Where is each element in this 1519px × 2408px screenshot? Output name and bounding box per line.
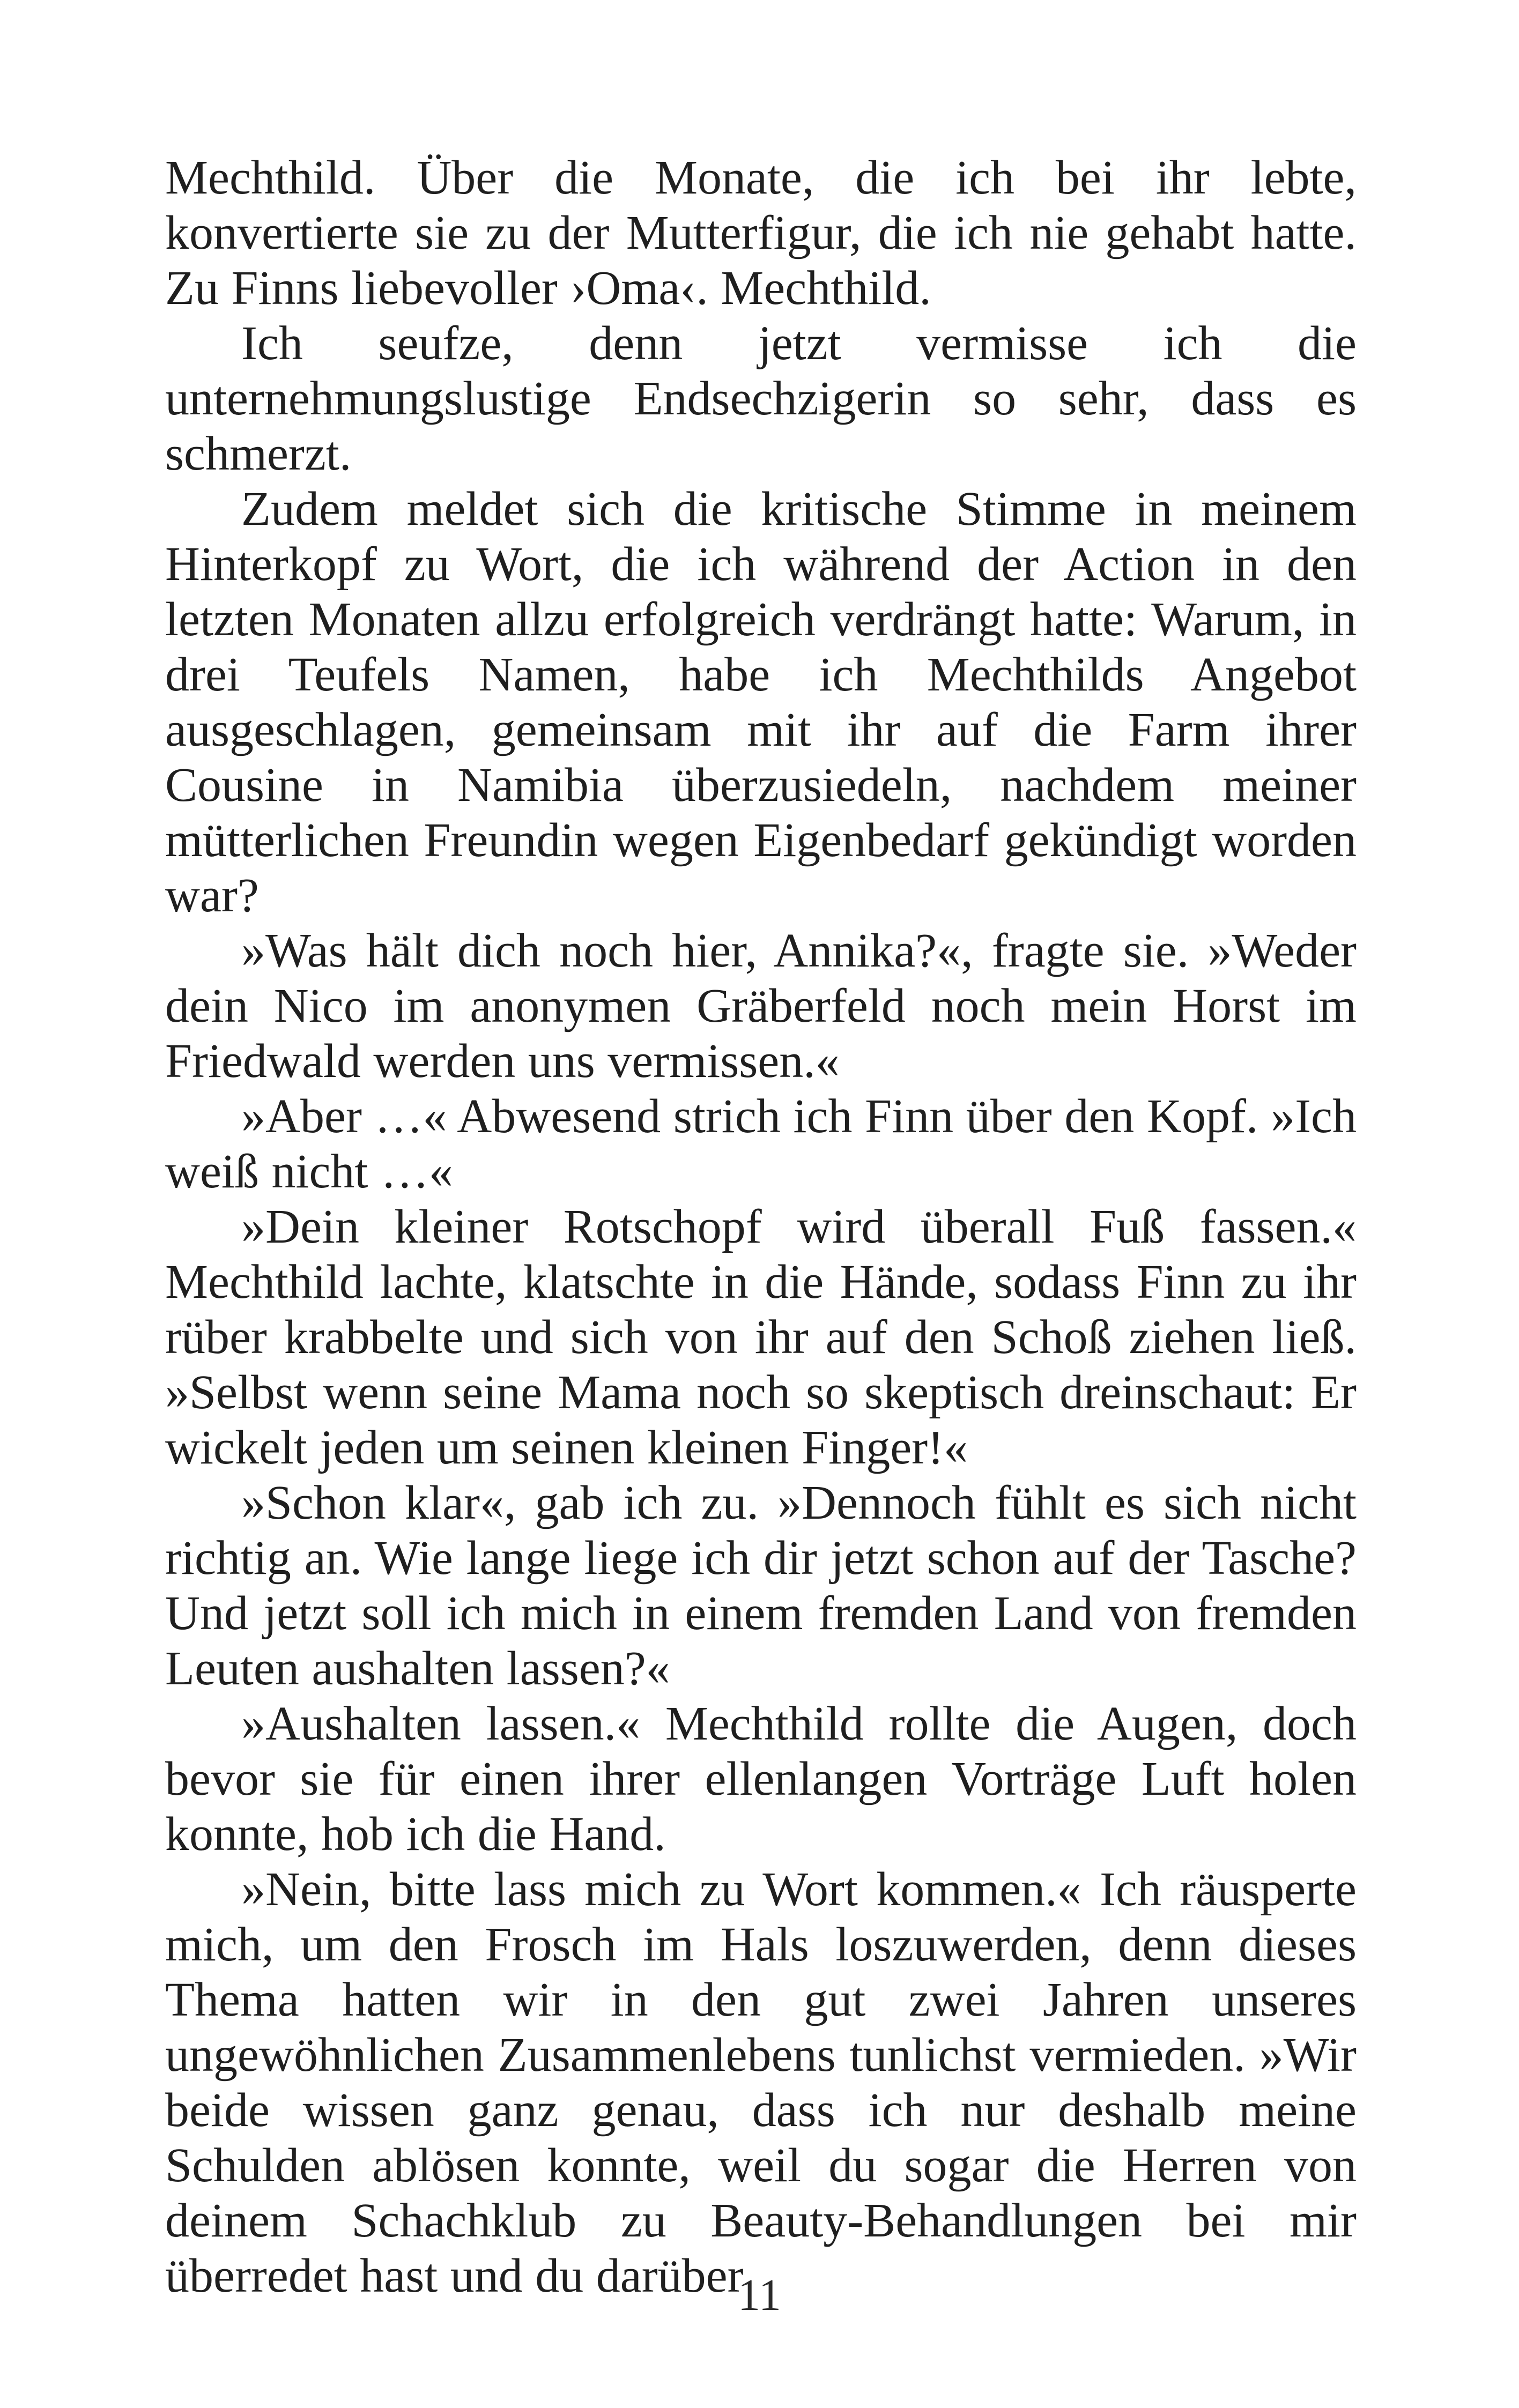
paragraph-9: »Nein, bitte lass mich zu Wort kommen.« Ich räusperte mich, um den Frosch im Hals loszuwerden, denn dieses Thema hatten wir in den gut zwei Jahren unseres ungewöhnlichen Zusammenlebens tunlichst vermieden. »Wir beide wissen ganz genau, dass ich nur deshalb meine Schulden ablösen konnte, weil du sogar die Herren von deinem Schachklub zu Beauty-Behandlungen bei mir überredet hast und du darüber bbox=[165, 1863, 1357, 2302]
paragraph-2: Ich seufze, denn jetzt vermisse ich die unternehmungslustige Endsechzigerin so sehr, dass es schmerzt. bbox=[165, 317, 1357, 480]
paragraph-6: »Dein kleiner Rotschopf wird überall Fuß fassen.« Mechthild lachte, klatschte in die Hände, sodass Finn zu ihr rüber krabbelte und sich von ihr auf den Schoß ziehen ließ. »Selbst wenn seine Mama noch so skeptisch dreinschaut: Er wickelt jeden um seinen kleinen Finger!« bbox=[165, 1200, 1357, 1474]
page-number: 11 bbox=[738, 2270, 781, 2320]
paragraph-7: »Schon klar«, gab ich zu. »Dennoch fühlt es sich nicht richtig an. Wie lange liege ich dir jetzt schon auf der Tasche? Und jetzt soll ich mich in einem fremden Land von fremden Leuten aushalten lassen?« bbox=[165, 1476, 1357, 1695]
body-text bbox=[165, 150, 1357, 2303]
paragraph-1: Mechthild. Über die Monate, die ich bei ihr lebte, konvertierte sie zu der Mutterfigur, die ich nie gehabt hatte. Zu Finns liebevoller ›Oma‹. Mechthild. bbox=[165, 151, 1357, 315]
paragraph-4: »Was hält dich noch hier, Annika?«, fragte sie. »Weder dein Nico im anonymen Gräberfeld noch mein Horst im Friedwald werden uns vermissen.« bbox=[165, 924, 1357, 1088]
paragraph-3: Zudem meldet sich die kritische Stimme in meinem Hinterkopf zu Wort, die ich während der Action in den letzten Monaten allzu erfolgreich verdrängt hatte: Warum, in drei Teufels Namen, habe ich Mechthilds Angebot ausgeschlagen, gemeinsam mit ihr auf die Farm ihrer Cousine in Namibia überzusiedeln, nachdem meiner mütterlichen Freundin wegen Eigenbedarf gekündigt worden war? bbox=[165, 482, 1357, 922]
paragraph-5: »Aber …« Abwesend strich ich Finn über den Kopf. »Ich weiß nicht …« bbox=[165, 1090, 1357, 1198]
paragraph-8: »Aushalten lassen.« Mechthild rollte die Augen, doch bevor sie für einen ihrer ellenlangen Vorträge Luft holen konnte, hob ich die Hand. bbox=[165, 1697, 1357, 1861]
